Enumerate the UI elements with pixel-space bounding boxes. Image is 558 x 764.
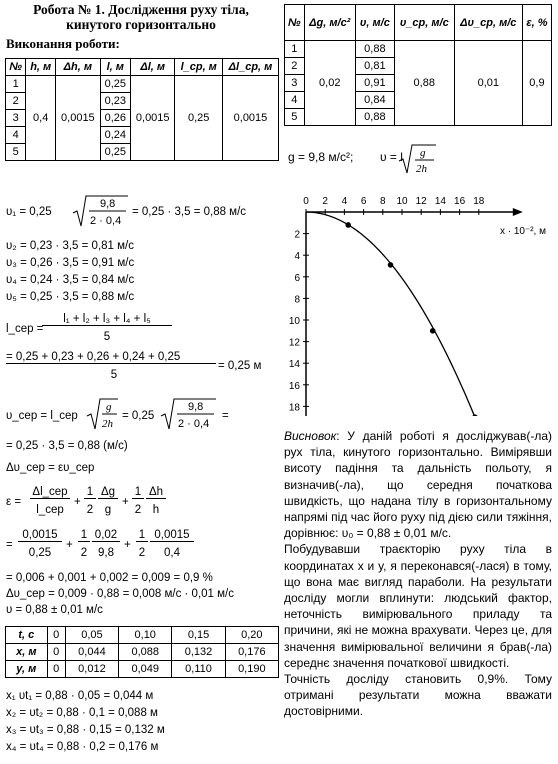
x3-line: x₃ = υt₃ = 0,88 · 0,15 = 0,132 м xyxy=(6,724,165,736)
vcp-lhs: υ_сер = l_сер xyxy=(6,410,78,422)
col-header: Δg, м/с² xyxy=(304,5,355,41)
dvcp-line: Δυ_сер = 0,009 · 0,88 = 0,008 м/с · 0,01 м/с xyxy=(6,588,234,600)
frac-bot: 2 · 0,4 xyxy=(178,418,210,430)
col-header: № xyxy=(6,59,26,76)
row-label: t, с xyxy=(6,627,48,644)
conclusion-p3: Точність досліду становить 0,9%. Тому отримані результати можна вважати достовірними. xyxy=(284,672,552,719)
frac-bot: 2h xyxy=(102,418,113,430)
trajectory-chart xyxy=(284,186,554,416)
data-point xyxy=(345,222,351,228)
v2-line: υ₂ = 0,23 · 3,5 = 0,81 м/с xyxy=(6,240,134,252)
table-row xyxy=(6,627,279,644)
plus-sign: + xyxy=(124,539,131,551)
conclusion-p1 xyxy=(284,428,552,541)
col-header: h, м xyxy=(26,59,56,76)
table-cell: 0,044 xyxy=(65,644,118,661)
row-num: 1 xyxy=(6,76,26,93)
y-tick-label: 6 xyxy=(294,272,300,284)
row-num: 5 xyxy=(285,109,305,126)
frac-bot: 2 xyxy=(86,504,94,516)
v-cell: 0,88 xyxy=(355,109,394,126)
frac-top: 1 xyxy=(136,529,148,542)
row-label: y, м xyxy=(6,661,48,678)
frac-top: g xyxy=(106,401,112,413)
eps-cell: 0,9 xyxy=(522,41,551,126)
plus-sign: + xyxy=(122,496,129,508)
frac-bot: 2 xyxy=(134,504,142,516)
dg-cell: 0,02 xyxy=(304,41,355,126)
dh-cell: 0,0015 xyxy=(56,76,100,161)
lcp2-numerator: = 0,25 + 0,23 + 0,26 + 0,24 + 0,25 xyxy=(6,351,216,364)
table-cell: 0,10 xyxy=(119,627,172,644)
frac-bot: 9,8 xyxy=(98,547,114,559)
v-cell: 0,81 xyxy=(355,58,394,75)
data-point xyxy=(430,328,436,334)
x-axis-label: x · 10⁻², м xyxy=(499,226,546,237)
table-cell: 0 xyxy=(47,661,65,678)
l-cell: 0,25 xyxy=(100,76,130,93)
data-point xyxy=(472,414,478,416)
x-tick-label: 6 xyxy=(360,196,367,207)
eps-result: = 0,006 + 0,001 + 0,002 = 0,009 = 0,9 % xyxy=(6,572,213,584)
trajectory-curve xyxy=(306,212,475,416)
frac-top: 1 xyxy=(84,486,96,499)
dl-cell: 0,0015 xyxy=(130,76,174,161)
table-cell: 0,132 xyxy=(172,644,225,661)
vcp-eq: = xyxy=(222,410,229,422)
table-cell: 0,05 xyxy=(65,627,118,644)
v-final: υ = 0,88 ± 0,01 м/с xyxy=(6,604,103,616)
col-header: Δυ_ср, м/с xyxy=(454,5,522,41)
x1-line: x₁ υt₁ = 0,88 · 0,05 = 0,044 м xyxy=(6,690,154,702)
col-header: № xyxy=(285,5,305,41)
x2-line: x₂ = υt₂ = 0,88 · 0,1 = 0,088 м xyxy=(6,707,158,719)
l-cell: 0,26 xyxy=(100,110,130,127)
table-row xyxy=(6,644,279,661)
vcp-result: = 0,25 · 3,5 = 0,88 (м/с) xyxy=(6,440,128,452)
lcp-cell: 0,25 xyxy=(175,76,222,161)
frac-top: 1 xyxy=(132,486,144,499)
table-cell: 0,012 xyxy=(65,661,118,678)
table-cell: 0,049 xyxy=(119,661,172,678)
conclusion-p2: Побудувавши траєкторію руху тіла в координатах x и y, я переконався(-лася) в тому, що вона має вигляд параболи. На результати досліду могли вплинути: людський фактор, неточність вимірювального приладу та причини, які не можна врахувати. Через це, для значення вимірювальної величини я брав(-ла) середнє значення початкової швидкості. xyxy=(284,542,552,670)
v-cell: 0,88 xyxy=(355,41,394,58)
l-cell: 0,25 xyxy=(100,144,130,161)
frac-top: Δl_сер xyxy=(30,486,70,499)
y-tick-label: 10 xyxy=(288,316,300,327)
conclusion-p1-text: : У даній роботі я досліджував(-ла) рух тіла, кинутого горизонтально. Вимірявши висоту падіння та дальність польоту, я визначив(-ла), що середня початкова швидкість, що надана тілу в горизонтальному напрямі під час його руху під дією сили тяжіння, дорівнює: υ₀ = 0,88 ± 0,01 м/с. xyxy=(284,429,552,541)
row-num: 4 xyxy=(6,127,26,144)
table-cell: 0,088 xyxy=(119,644,172,661)
row-num: 2 xyxy=(285,58,305,75)
dvcp-cell: 0,01 xyxy=(454,41,522,126)
x-tick-label: 12 xyxy=(415,196,427,207)
y-tick-label: 12 xyxy=(288,337,300,349)
frac-top: 1 xyxy=(78,529,90,542)
frac-bot: 0,4 xyxy=(164,547,180,559)
v-cell: 0,91 xyxy=(355,75,394,92)
frac-top: 0,0015 xyxy=(150,529,194,542)
row-num: 5 xyxy=(6,144,26,161)
page-title: Робота № 1. Дослідження руху тіла, кинутого горизонтально xyxy=(33,2,249,32)
v5-line: υ₅ = 0,25 · 3,5 = 0,88 м/с xyxy=(6,291,135,303)
v3-line: υ₃ = 0,26 · 3,5 = 0,91 м/с xyxy=(6,257,135,269)
y-tick-label: 4 xyxy=(294,251,300,263)
frac-bot: 2 · 0,4 xyxy=(90,215,122,227)
v4-line: υ₄ = 0,24 · 3,5 = 0,84 м/с xyxy=(6,274,135,286)
col-header: l, м xyxy=(100,59,130,76)
lcp-lhs: l_сер = xyxy=(6,323,44,335)
conclusion-label: Висновок xyxy=(284,429,337,443)
eps-lhs: ε = xyxy=(6,496,22,508)
table-row xyxy=(6,661,279,678)
row-num: 3 xyxy=(6,110,26,127)
x-tick-label: 16 xyxy=(454,196,466,207)
measurement-table-1 xyxy=(5,58,279,161)
x-tick-label: 4 xyxy=(341,196,348,207)
lcp2-denominator: 5 xyxy=(110,369,118,381)
trajectory-table xyxy=(5,626,279,678)
frac-bot: 2h xyxy=(416,163,427,175)
table-cell: 0,15 xyxy=(172,627,225,644)
lcp-denominator: 5 xyxy=(103,331,111,343)
frac-top: 0,0015 xyxy=(18,529,62,542)
y-tick-label: 16 xyxy=(288,380,300,392)
g-formula: g = 9,8 м/с²; xyxy=(288,150,354,164)
frac-top: g xyxy=(420,147,426,159)
conclusion xyxy=(284,428,552,720)
eq-sign: = xyxy=(6,539,13,551)
row-num: 3 xyxy=(285,75,305,92)
vcp-cell: 0,88 xyxy=(394,41,454,126)
table-cell: 0 xyxy=(47,627,65,644)
y-tick-label: 18 xyxy=(288,402,300,414)
table-cell: 0,110 xyxy=(172,661,225,678)
frac-top: 9,8 xyxy=(100,198,116,210)
measurement-table-2 xyxy=(284,4,552,126)
col-header: l_ср, м xyxy=(175,59,222,76)
frac-top: Δg xyxy=(98,486,118,499)
frac-bot: g xyxy=(104,504,112,516)
l-cell: 0,24 xyxy=(100,127,130,144)
col-header: ε, % xyxy=(522,5,551,41)
h-cell: 0,4 xyxy=(26,76,56,161)
x-tick-label: 10 xyxy=(396,196,408,207)
y-tick-label: 8 xyxy=(294,294,300,306)
v1-sqrt xyxy=(72,193,130,229)
frac-top: 9,8 xyxy=(188,401,204,413)
frac-top: Δh xyxy=(146,486,166,499)
row-num: 4 xyxy=(285,92,305,109)
table-cell: 0 xyxy=(47,644,65,661)
row-num: 1 xyxy=(285,41,305,58)
lcp2-result: = 0,25 м xyxy=(218,360,262,372)
v1-lhs: υ₁ = 0,25 xyxy=(6,206,52,218)
col-header: Δl, м xyxy=(130,59,174,76)
y-tick-label: 14 xyxy=(288,359,300,371)
col-header: Δl_ср, м xyxy=(222,59,278,76)
frac-bot: l_сер xyxy=(36,504,64,516)
lcp-numerator: l₁ + l₂ + l₃ + l₄ + l₅ xyxy=(42,313,172,326)
col-header: υ, м/с xyxy=(355,5,394,41)
v-formula-lhs: υ = l xyxy=(380,150,403,164)
table-cell: 0,20 xyxy=(225,627,278,644)
v-formula-sqrt xyxy=(398,143,438,177)
data-point xyxy=(388,262,394,268)
x-axis-arrow xyxy=(513,208,523,216)
vcp-mid: = 0,25 xyxy=(122,410,155,422)
x-tick-label: 8 xyxy=(380,196,386,207)
x-tick-label: 0 xyxy=(303,196,309,207)
frac-bot: h xyxy=(152,504,160,516)
y-tick-label: 2 xyxy=(294,229,300,241)
frac-bot: 2 xyxy=(138,547,146,559)
x4-line: x₄ = υt₄ = 0,88 · 0,2 = 0,176 м xyxy=(6,741,159,753)
x-tick-label: 14 xyxy=(434,196,446,207)
table-cell: 0,176 xyxy=(225,644,278,661)
row-label: x, м xyxy=(6,644,48,661)
x-tick-label: 2 xyxy=(322,196,328,207)
frac-top: 0,02 xyxy=(92,529,120,542)
plus-sign: + xyxy=(74,496,81,508)
frac-bot: 2 xyxy=(80,547,88,559)
l-cell: 0,23 xyxy=(100,93,130,110)
row-num: 2 xyxy=(6,93,26,110)
section-heading: Виконання роботи: xyxy=(6,36,120,51)
dlcp-cell: 0,0015 xyxy=(222,76,278,161)
frac-bot: 0,25 xyxy=(28,547,52,559)
v1-result: = 0,25 · 3,5 = 0,88 м/с xyxy=(132,206,247,218)
table-cell: 0,190 xyxy=(225,661,278,678)
x-tick-label: 18 xyxy=(473,196,485,207)
col-header: Δh, м xyxy=(56,59,100,76)
vcp-sqrt-1 xyxy=(86,396,120,432)
v-cell: 0,84 xyxy=(355,92,394,109)
dv-eps: Δυ_сер = ευ_сер xyxy=(6,462,95,474)
plus-sign: + xyxy=(66,539,73,551)
col-header: υ_ср, м/с xyxy=(394,5,454,41)
vcp-sqrt-2 xyxy=(160,396,218,432)
